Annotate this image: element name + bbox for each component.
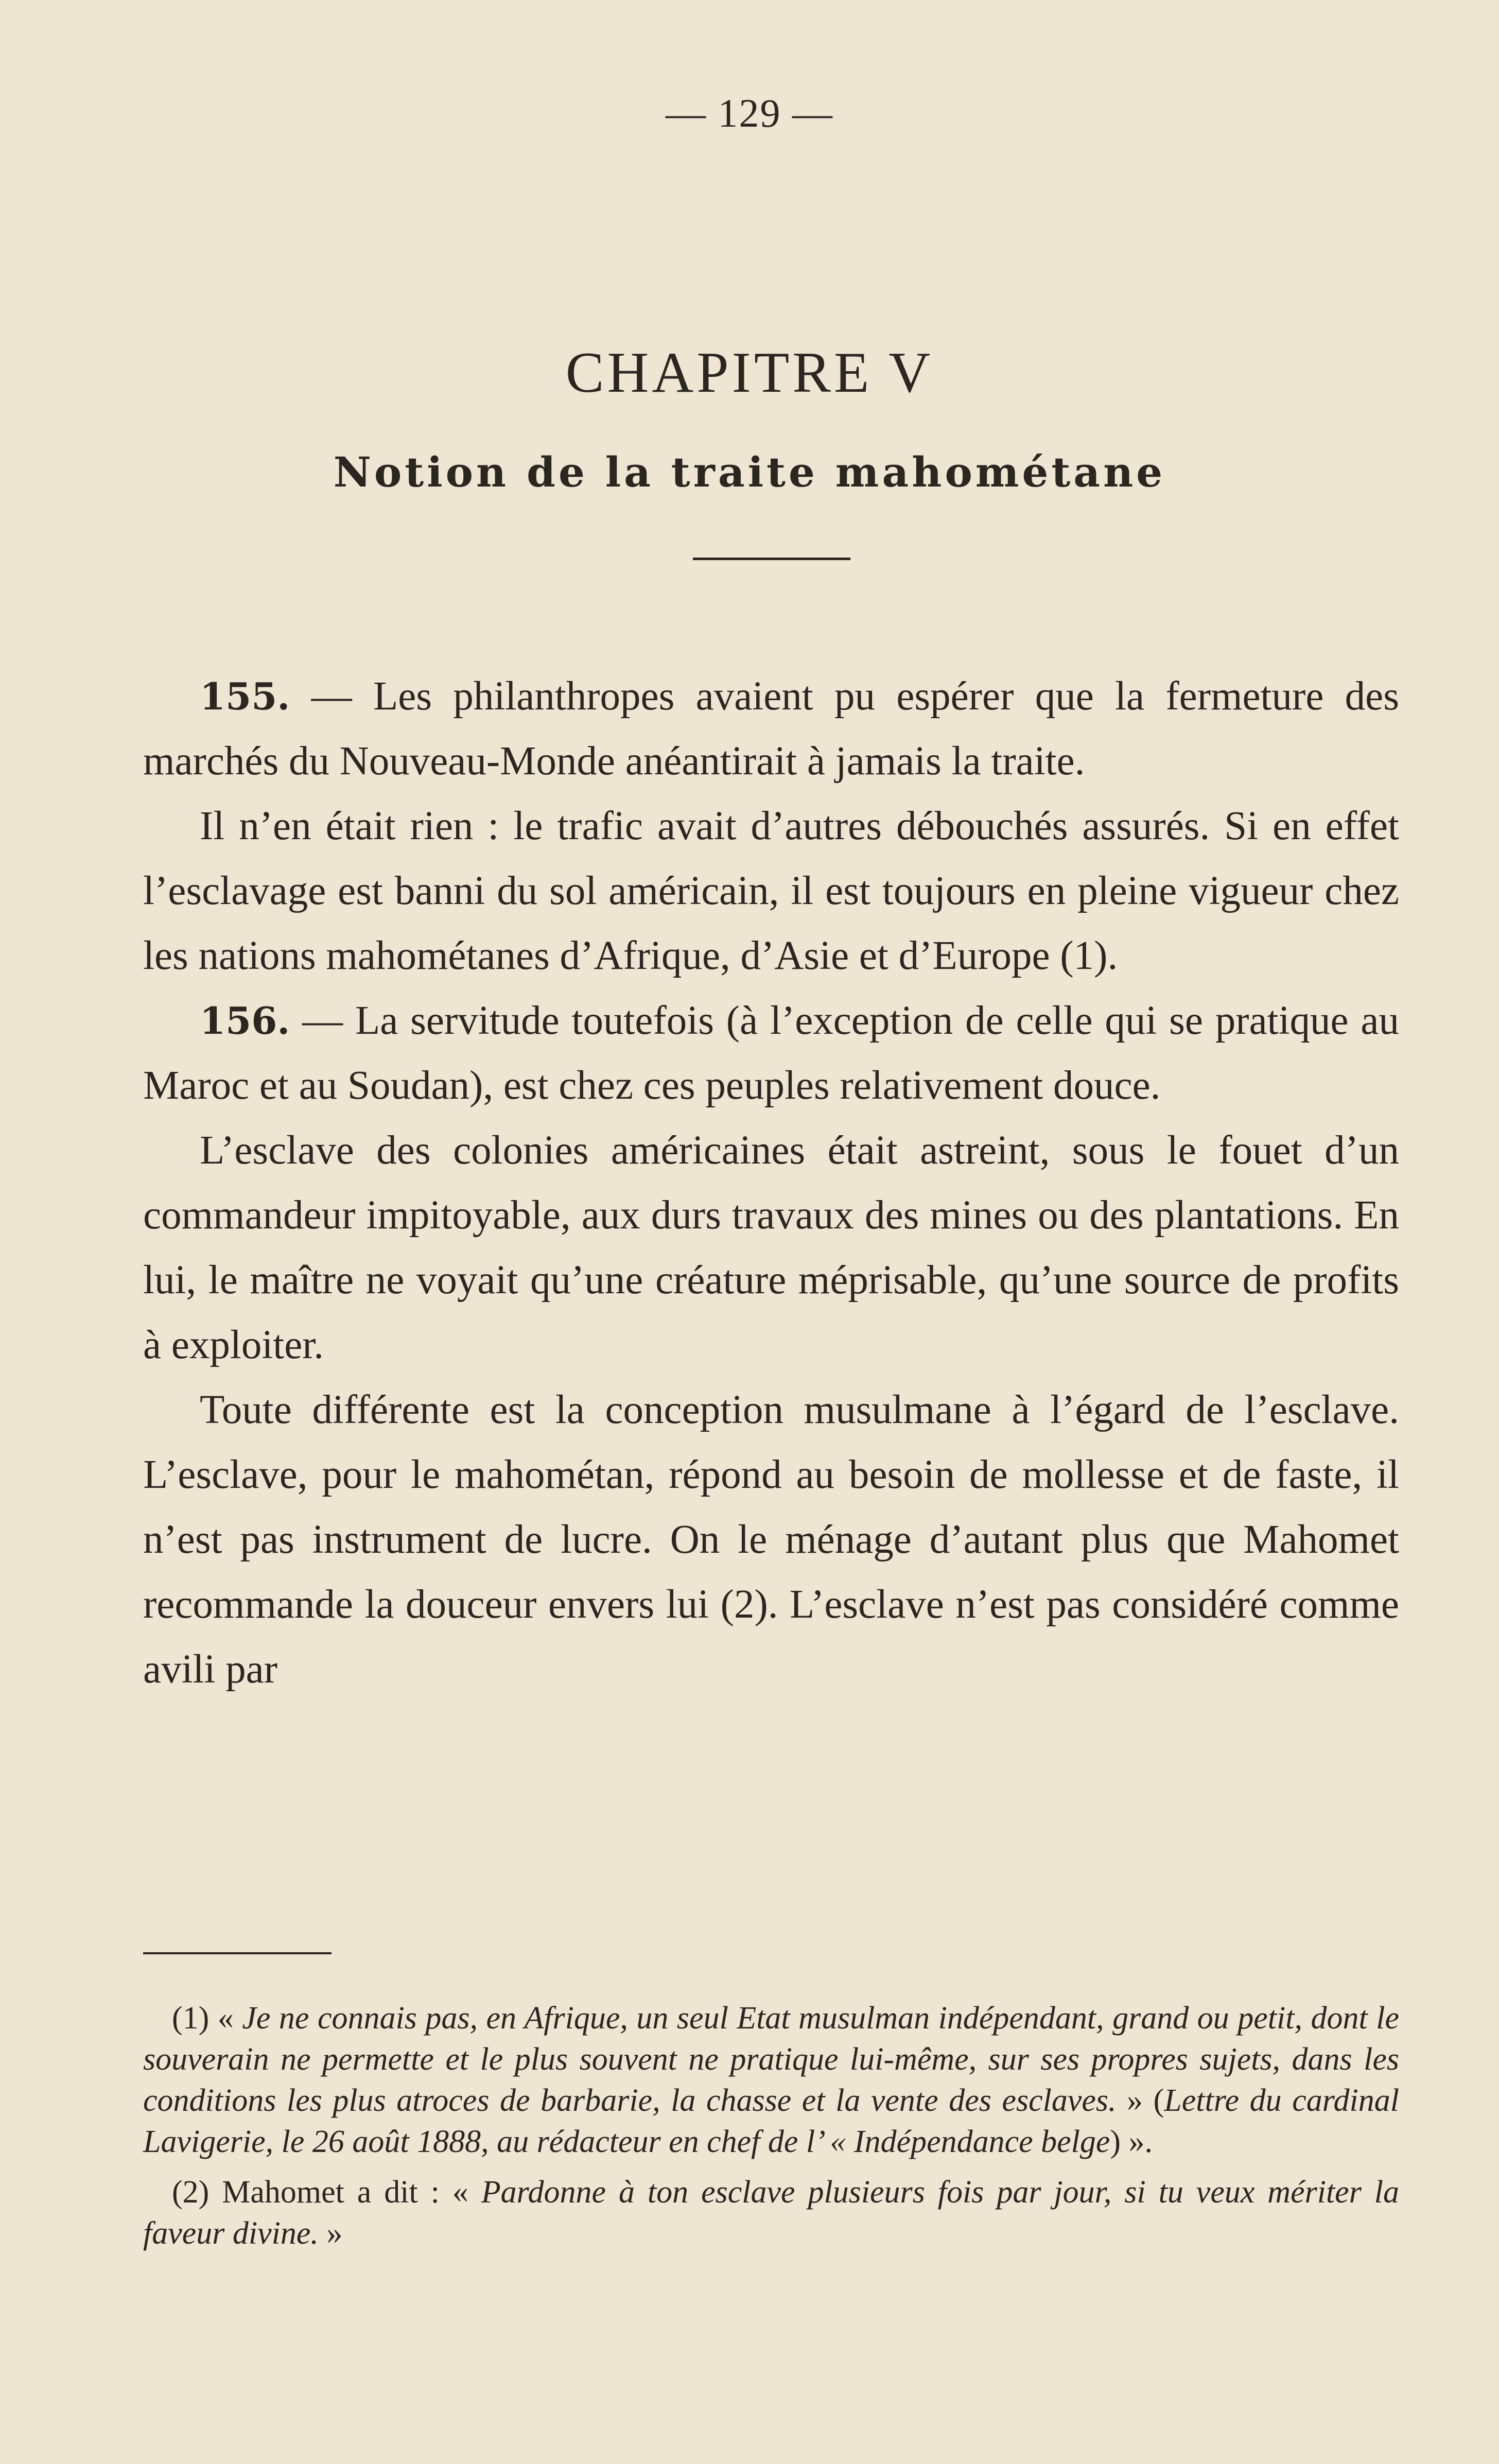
footnote-2 (143, 2172, 1399, 2254)
body-text (143, 664, 1399, 1702)
page-number: — 129 — (666, 91, 833, 135)
section-number: 156. (200, 999, 290, 1043)
footnote-text: » (318, 2216, 343, 2251)
footnote-marker: (2) Mahomet a dit : « (172, 2175, 481, 2210)
paragraph (143, 1118, 1399, 1378)
paragraph-text: Il n’en était rien : le trafic avait d’autres débouchés assurés. Si en effet l’esclavage est banni du sol américain, il est toujours en pleine vigueur chez les nations mahométanes d’Afrique, d’Asie et d’Europe (1). (143, 804, 1399, 978)
footnote-text: ) ». (1110, 2124, 1153, 2159)
paragraph-text: Toute différente est la conception musulmane à l’égard de l’esclave. L’esclave, pour le mahométan, répond au besoin de mollesse et de faste, il n’est pas instrument de lucre. On le ménage d’autant plus que Mahomet recommande la douceur envers lui (2). L’esclave n’est pas considéré comme avili par (143, 1387, 1399, 1692)
footnote-text: » ( (1116, 2083, 1164, 2118)
paragraph (143, 1378, 1399, 1702)
footnote-1 (143, 1998, 1399, 2162)
paragraph (143, 794, 1399, 988)
chapter-subtitle: Notion de la traite mahométane (333, 448, 1166, 496)
paragraph-155 (143, 664, 1399, 794)
footnote-quote: Pardonne à ton esclave plusieurs fois par jour, si tu veux mériter la faveur divine. (143, 2175, 1400, 2251)
footnote-marker: (1) « (172, 2001, 242, 2036)
paragraph-156 (143, 988, 1399, 1118)
paragraph-text: L’esclave des colonies américaines était astreint, sous le fouet d’un commandeur impitoyable, aux durs travaux des mines ou des plantations. En lui, le maître ne voyait qu’une créature méprisable, qu’une source de profits à exploiter. (143, 1128, 1399, 1367)
footnotes (143, 1998, 1399, 2263)
footnote-quote: Je ne connais pas, en Afrique, un seul Etat musulman indépendant, grand ou petit, dont le souverain ne permette et le plus souvent ne pratique lui-même, sur ses propres sujets, dans les conditions les plus atroces de barbarie, la chasse et la vente des esclaves. (143, 2001, 1399, 2118)
paragraph-text: — La servitude toutefois (à l’exception de celle qui se pratique au Maroc et au Soudan), est chez ces peuples relativement douce. (143, 998, 1399, 1108)
footnote-source: Lettre du cardinal Lavigerie, le 26 août 1888, au rédacteur en chef de l’ « Indépendance belge (143, 2083, 1399, 2159)
paragraph-text: — Les philanthropes avaient pu espérer que la fermeture des marchés du Nouveau-Monde anéantirait à jamais la traite. (143, 674, 1399, 784)
chapter-title: CHAPITRE V (565, 341, 934, 405)
title-divider (693, 558, 850, 560)
section-number: 155. (200, 674, 290, 718)
footnote-divider (143, 1952, 332, 1954)
